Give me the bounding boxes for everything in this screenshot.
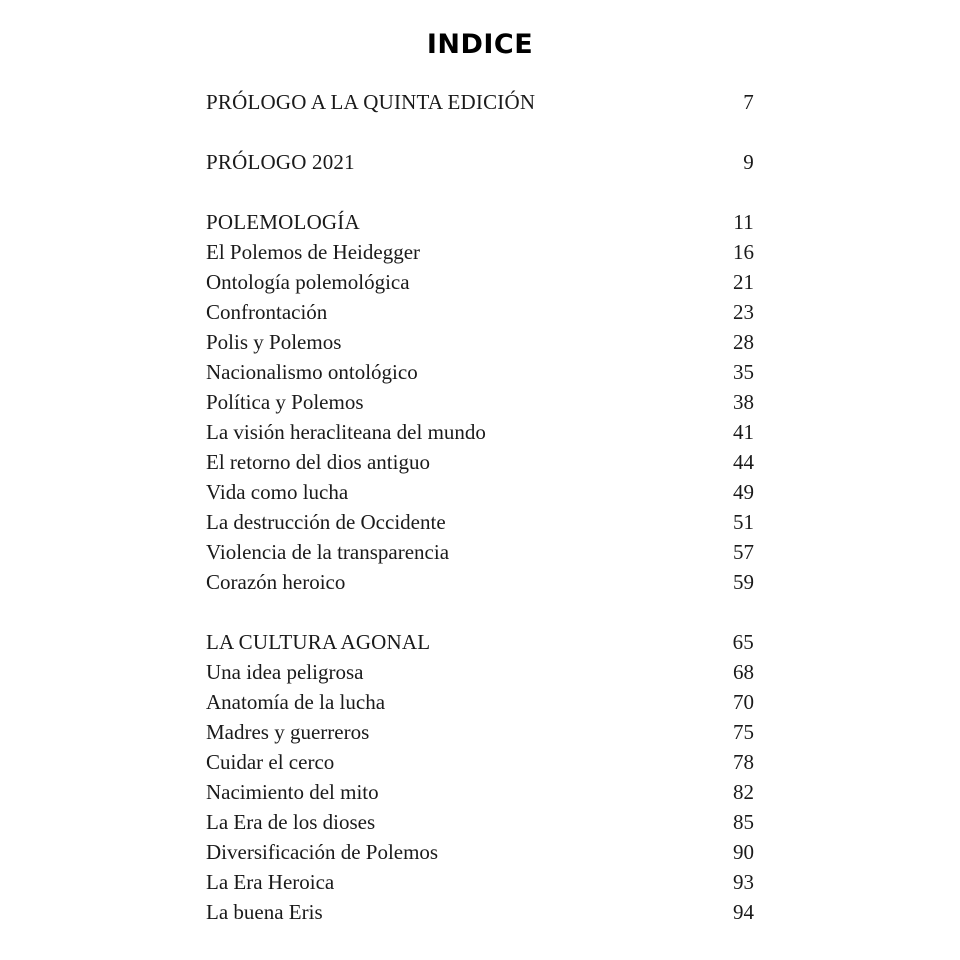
toc-entry[interactable] — [206, 657, 754, 687]
toc-entry-title: Nacimiento del mito — [206, 780, 379, 804]
toc-entry[interactable] — [206, 207, 754, 237]
toc-entry[interactable] — [206, 147, 754, 177]
toc-entry-page: 7 — [743, 90, 754, 114]
toc-entry-title: Confrontación — [206, 300, 328, 324]
toc-entry[interactable] — [206, 627, 754, 657]
toc-entry[interactable] — [206, 267, 754, 297]
toc-entry[interactable] — [206, 837, 754, 867]
toc-entry-title: La Era de los dioses — [206, 810, 376, 834]
toc-entry-page: 9 — [743, 150, 754, 174]
toc-entry-title: La visión heracliteana del mundo — [206, 420, 486, 444]
toc-entry[interactable] — [206, 87, 754, 117]
toc-entry[interactable] — [206, 237, 754, 267]
toc-entry[interactable] — [206, 567, 754, 597]
toc-entry-page: 51 — [733, 510, 754, 534]
toc-entry[interactable] — [206, 447, 754, 477]
toc-entry-page: 70 — [733, 690, 754, 714]
toc-entry-title: POLEMOLOGÍA — [206, 210, 360, 234]
toc-entry-page: 23 — [733, 300, 754, 324]
toc-entry-page: 44 — [733, 450, 754, 474]
toc-entry-title: Vida como lucha — [206, 480, 349, 504]
toc-entry[interactable] — [206, 807, 754, 837]
toc-entry-page: 28 — [733, 330, 754, 354]
toc-entry[interactable] — [206, 687, 754, 717]
toc-entry[interactable] — [206, 777, 754, 807]
toc-entry-title: El Polemos de Heidegger — [206, 240, 421, 264]
toc-entry-title: Ontología polemológica — [206, 270, 410, 294]
toc-entry-page: 57 — [733, 540, 754, 564]
toc-entry[interactable] — [206, 297, 754, 327]
toc-entry-page: 78 — [733, 750, 754, 774]
toc-entry-title: La Era Heroica — [206, 870, 335, 894]
toc-entry-title: LA CULTURA AGONAL — [206, 630, 431, 654]
toc-entry-page: 90 — [733, 840, 754, 864]
toc-entry-page: 35 — [733, 360, 754, 384]
section-spacer — [206, 117, 754, 147]
toc-entry-title: Diversificación de Polemos — [206, 840, 439, 864]
toc-entry[interactable] — [206, 507, 754, 537]
toc-entry-title: Nacionalismo ontológico — [206, 360, 418, 384]
section-spacer — [206, 177, 754, 207]
toc-entry-page: 11 — [733, 210, 754, 234]
toc-entry-page: 93 — [733, 870, 754, 894]
section-spacer — [206, 597, 754, 627]
toc-entry[interactable] — [206, 357, 754, 387]
toc-entry-page: 75 — [733, 720, 754, 744]
toc-entry-page: 65 — [732, 630, 754, 654]
toc-entry-title: Una idea peligrosa — [206, 660, 364, 684]
toc-entry-page: 82 — [733, 780, 754, 804]
toc-entry[interactable] — [206, 327, 754, 357]
toc-entry-page: 41 — [733, 420, 754, 444]
toc-entry-title: Madres y guerreros — [206, 720, 370, 744]
toc-entry[interactable] — [206, 537, 754, 567]
toc-entry-title: PRÓLOGO 2021 — [206, 150, 355, 174]
toc-entry-title: Política y Polemos — [206, 390, 364, 414]
toc-entry[interactable] — [206, 387, 754, 417]
toc-entry-page: 59 — [733, 570, 754, 594]
toc-entry-page: 68 — [733, 660, 754, 684]
toc-entry-title: Corazón heroico — [206, 570, 346, 594]
toc-entry-title: La buena Eris — [206, 900, 323, 924]
toc-entry-page: 94 — [733, 900, 754, 924]
toc-entry-title: Cuidar el cerco — [206, 750, 335, 774]
toc-entry[interactable] — [206, 417, 754, 447]
toc-entry-title: Anatomía de la lucha — [206, 690, 386, 714]
toc-entry[interactable] — [206, 747, 754, 777]
page-title: INDICE — [426, 29, 534, 60]
toc-entry[interactable] — [206, 897, 754, 927]
toc-entry-page: 16 — [733, 240, 754, 264]
toc-entry-title: El retorno del dios antiguo — [206, 450, 430, 474]
table-of-contents — [206, 87, 754, 927]
toc-entry-title: Polis y Polemos — [206, 330, 342, 354]
toc-entry[interactable] — [206, 477, 754, 507]
toc-entry-title: La destrucción de Occidente — [206, 510, 446, 534]
toc-entry-page: 21 — [733, 270, 754, 294]
toc-entry-page: 85 — [733, 810, 754, 834]
toc-entry-page: 49 — [733, 480, 754, 504]
toc-entry-title: Violencia de la transparencia — [206, 540, 450, 564]
toc-entry[interactable] — [206, 717, 754, 747]
toc-entry-title: PRÓLOGO A LA QUINTA EDICIÓN — [206, 90, 536, 114]
toc-entry[interactable] — [206, 867, 754, 897]
toc-entry-page: 38 — [733, 390, 754, 414]
